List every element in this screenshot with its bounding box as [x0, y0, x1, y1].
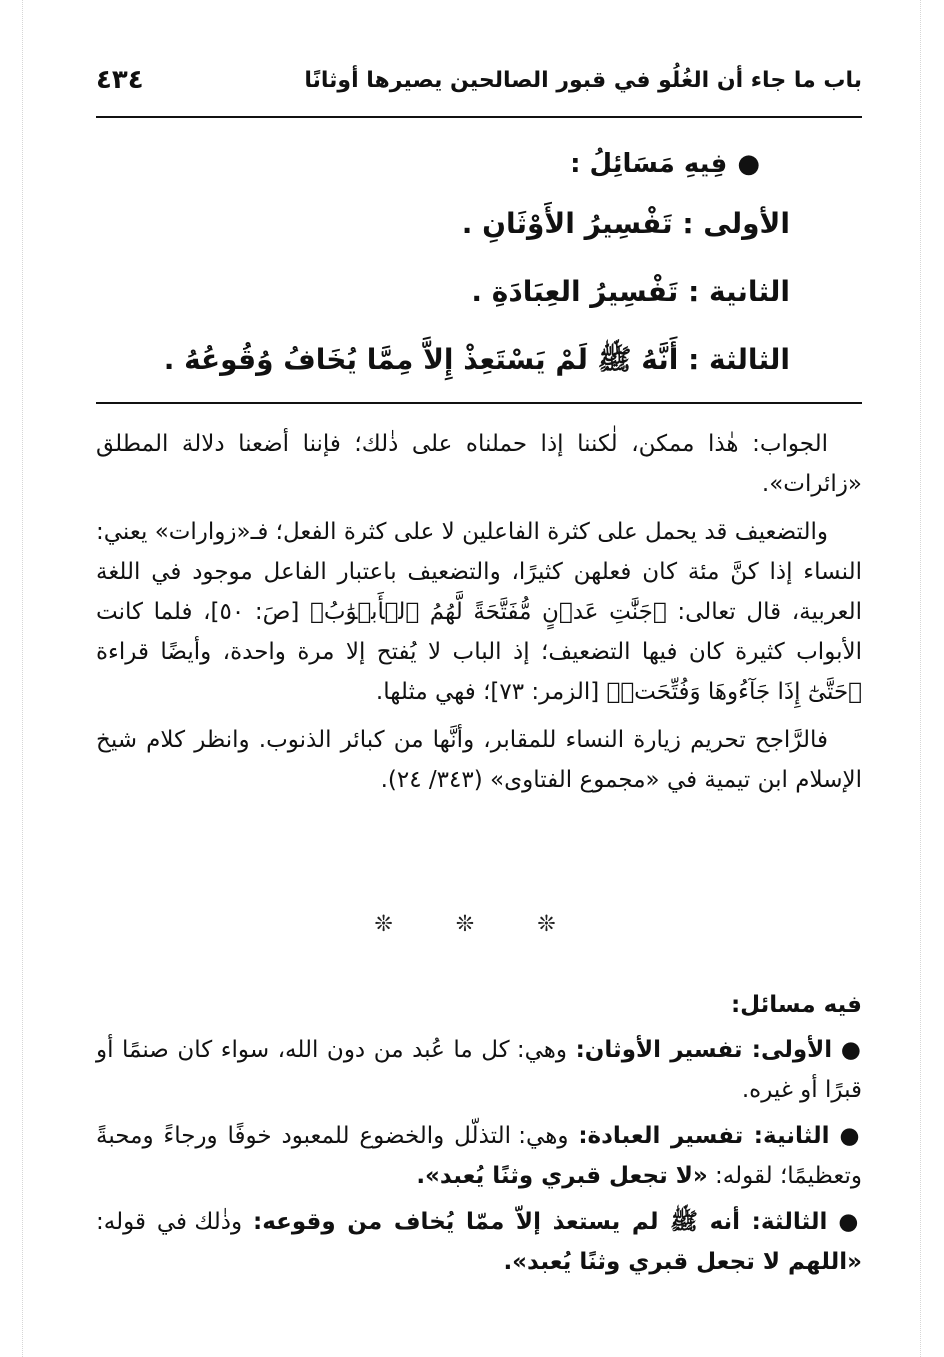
masail-item-text: وهي: كل ما عُبد من دون الله، سواء كان صنمًا أو قبرًا أو غيره.	[96, 1037, 862, 1103]
hadith-quote: «لا تجعل قبري وثنًا يُعبد».	[416, 1163, 708, 1189]
hadith-quote: «اللهم لا تجعل قبري وثنًا يُعبد».	[503, 1249, 862, 1275]
matn-item-label: الثانية :	[688, 275, 790, 308]
section-separator: ❊ ❊ ❊	[374, 912, 584, 937]
matn-item-text: تَفْسِيرُ الأَوْثَانِ .	[461, 207, 673, 240]
masail-item	[96, 1030, 862, 1110]
matn-heading-text: فِيهِ مَسَائِلُ :	[570, 149, 728, 179]
section-rule	[96, 402, 862, 404]
commentary-section	[96, 424, 862, 808]
bullet-icon: ●	[829, 1123, 862, 1149]
commentary-paragraph: الجواب: هٰذا ممكن، لٰكننا إذا حملناه على ذٰلك؛ فإننا أضعنا دلالة المطلق «زائرات».	[96, 431, 862, 497]
page-number: ٤٣٤	[96, 65, 144, 95]
matn-item	[96, 204, 790, 272]
matn-section	[96, 144, 790, 408]
matn-item	[96, 340, 790, 408]
matn-item	[96, 272, 790, 340]
masail-item-label: الثانية: تفسير العبادة:	[578, 1123, 830, 1149]
matn-item-text: تَفْسِيرُ العِبَادَةِ .	[471, 275, 679, 308]
masail-item	[96, 1116, 862, 1196]
masail-item-label: الأولى: تفسير الأوثان:	[575, 1037, 833, 1063]
bullet-icon: ●	[827, 1209, 862, 1235]
commentary-paragraph: فالرَّاجح تحريم زيارة النساء للمقابر، وأنَّها من كبائر الذنوب. وانظر كلام شيخ الإسلام ابن تيمية في «مجموع الفتاوى» (٣٤٣/ ٢٤).	[96, 727, 862, 793]
chapter-title: باب ما جاء أن الغُلُو في قبور الصالحين يصيرها أوثانًا	[304, 67, 862, 93]
commentary-paragraph: والتضعيف قد يحمل على كثرة الفاعلين لا على كثرة الفعل؛ فـ«زوارات» يعني: النساء إذا كنَّ مئة كان فعلهن كثيرًا، والتضعيف باعتبار الفاعل موجود في اللغة العربية، قال تعالى: ﴿جَنَّٰتِ عَدۡنٍ مُّفَتَّحَةً لَّهُمُ ٱلۡأَبۡوَٰبُ﴾ [صَ: ٥٠]، فلما كانت الأبواب كثيرة كان فيها التضعيف؛ إذ الباب لا يُفتح إلا مرة واحدة، وأيضًا قراءة ﴿حَتَّىٰٓ إِذَا جَآءُوهَا وَفُتِّحَتۡ﴾ [الزمر: ٧٣]؛ فهي مثلها.	[96, 519, 862, 705]
bullet-icon: ●	[832, 1037, 863, 1063]
masail-heading: فيه مسائل:	[730, 992, 862, 1018]
matn-item-label: الأولى :	[682, 207, 790, 240]
masail-item	[96, 1202, 862, 1282]
scan-guide-line	[920, 0, 921, 1357]
masail-item-text: وهي: التذلّل والخضوع للمعبود خوفًا ورجاءً ومحبةً وتعظيمًا؛ لقوله:	[96, 1123, 862, 1189]
masail-item-label: الثالثة: أنه ﷺ لم يستعذ إلاّ ممّا يُخاف من وقوعه:	[253, 1209, 828, 1235]
scan-guide-line	[22, 0, 23, 1357]
matn-item-label: الثالثة :	[688, 343, 790, 376]
page-header	[96, 58, 862, 102]
header-rule	[96, 116, 862, 118]
masail-section	[96, 980, 862, 1288]
bullet-icon: ●	[737, 149, 760, 179]
matn-item-text: أَنَّهُ ﷺ لَمْ يَسْتَعِذْ إِلاَّ مِمَّا يُخَافُ وُقُوعُهُ .	[163, 343, 679, 376]
masail-item-text: وذٰلك في قوله:	[96, 1209, 243, 1235]
matn-heading	[96, 144, 790, 204]
